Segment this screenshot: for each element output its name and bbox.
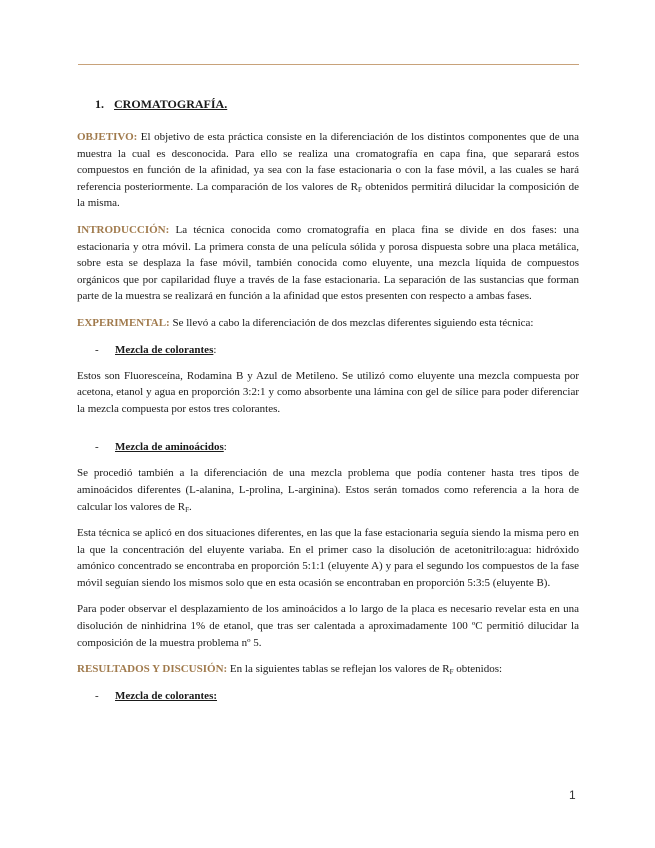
resultados-label: RESULTADOS Y DISCUSIÓN: (77, 663, 228, 676)
section-number: 1. (95, 97, 104, 111)
resultados-text-end: obtenidos: (453, 663, 503, 676)
rf-subscript: F (357, 185, 362, 194)
introduccion-text: La técnica conocida como cromatografía en placa fina se divide en dos fases: una estacionaria y otra móvil. La primera consta de una película sólida y porosa dispuesta sobre una placa metálica, sobre esta se desplaza la fase móvil, también conocida como eluyente, una mezcla líquida de compuestos orgánicos que por capilaridad fluye a través de la fase estacionaria. La separación de las sustancias que forman parte de la muestra se realizará en función a la afinidad que estos presenten con respecto a ambas fases. (77, 223, 579, 303)
objetivo-text: El objetivo de esta práctica consiste en la diferenciación de los distintos componentes que de una muestra la cual es desconocida. Para ello se realiza una cromatografía en capa fina, que separará estos compuestos en función de la afinidad, ya sea con la fase estacionaria o con la fase móvil, a las cuales se hará referencia posteriormente. La comparación de los valores de R (77, 131, 579, 193)
aminoacidos-colon: : (223, 441, 227, 454)
experimental-text: Se llevó a cabo la diferenciación de dos mezclas diferentes siguiendo esta técnica: (169, 316, 534, 329)
list-dash: - (95, 441, 99, 454)
colorantes-title: Mezcla de colorantes (115, 343, 214, 356)
colorantes-results-title: Mezcla de colorantes: (115, 689, 218, 702)
introduccion-paragraph (77, 222, 579, 305)
aminoacidos-paragraph-3: Para poder observar el desplazamiento de los aminoácidos a lo largo de la placa es necesario revelar esta en una disolución de ninhidrina 1% de etanol, que tras ser calentada a aproximadamente 100 ºC permitió dilucidar la composición de la muestra problema nº 5. (77, 603, 579, 649)
aminoacidos-subheading (95, 439, 579, 455)
aminoacidos-p1-text: Se procedió también a la diferenciación de una mezcla problema que podía contener hasta tres tipos de aminoácidos diferentes (L-alanina, L-prolina, L-arginina). Estos serán tomados como referencia a la hora de calcular los valores de R (77, 467, 579, 513)
experimental-label: EXPERIMENTAL: (77, 316, 170, 329)
resultados-text: En la siguientes tablas se reflejan los valores de R (227, 663, 450, 676)
objetivo-text-end: obtenidos permitirá dilucidar la composición de la misma. (77, 180, 579, 210)
list-dash: - (95, 689, 99, 702)
section-heading (95, 96, 579, 112)
introduccion-label: INTRODUCCIÓN: (77, 223, 170, 236)
section-title: CROMATOGRAFÍA. (114, 97, 228, 111)
objetivo-paragraph (77, 129, 579, 212)
colorantes-results-subheading (95, 688, 579, 704)
page-number: 1 (569, 788, 576, 802)
list-dash: - (95, 343, 99, 356)
aminoacidos-title: Mezcla de aminoácidos (115, 441, 224, 454)
colorantes-colon: : (213, 343, 217, 356)
aminoacidos-paragraph-1 (77, 465, 579, 515)
document-body (77, 96, 579, 714)
header-rule (78, 64, 579, 65)
aminoacidos-paragraph-2: Esta técnica se aplicó en dos situaciones diferentes, en las que la fase estacionaria seguía siendo la misma pero en la que la concentración del eluyente variaba. En el primer caso la disolución de acetonitrilo:agua: hidróxido amónico concentrado se encontraba en proporción 5:1:1 (eluyente A) y para el segundo los compuestos de la fase móvil seguían siendo los mismos solo que en esta ocasión se encontraban en proporción 5:3:5 (eluyente B). (77, 527, 579, 589)
experimental-paragraph (77, 315, 579, 332)
resultados-paragraph (77, 661, 579, 678)
rf-subscript: F (449, 668, 454, 677)
aminoacidos-p1-end: . (189, 500, 192, 513)
colorantes-paragraph: Estos son Fluoresceína, Rodamina B y Azul de Metileno. Se utilizó como eluyente una mezcla compuesta por acetona, etanol y agua en proporción 3:2:1 y como absorbente una lámina con gel de sílice para poder diferenciar la mezcla compuesta por estos tres colorantes. (77, 369, 579, 415)
objetivo-label: OBJETIVO: (77, 131, 138, 143)
spacer (77, 427, 579, 439)
colorantes-subheading (95, 342, 579, 358)
rf-subscript: F (185, 505, 190, 514)
